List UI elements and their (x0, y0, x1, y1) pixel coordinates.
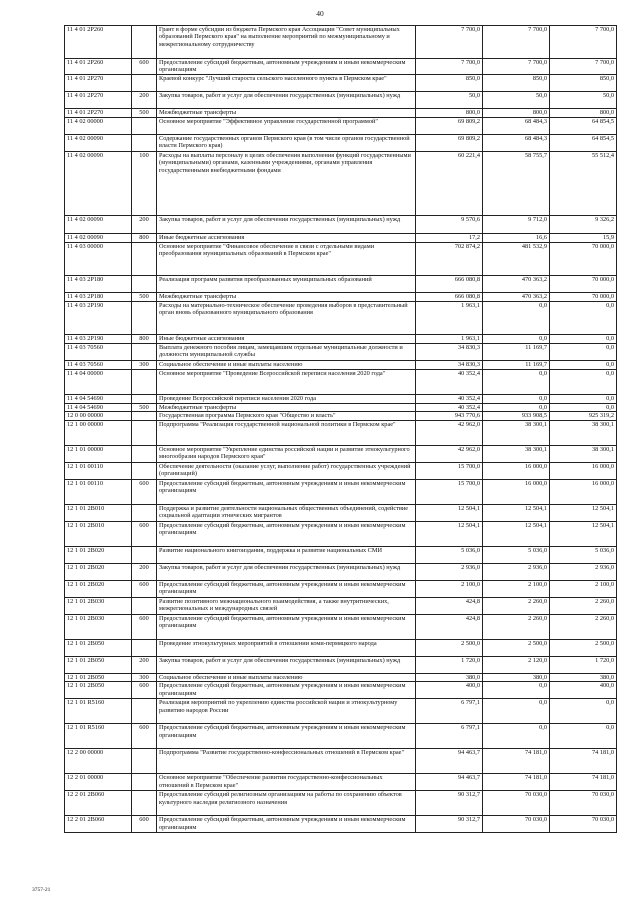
amount-2021-cell: 424,8 (416, 614, 483, 639)
amount-2022-cell: 68 484,3 (483, 135, 550, 152)
table-row (65, 152, 617, 216)
description-cell: Закупка товаров, работ и услуг для обеспечения государственных (муниципальных) нужд (157, 563, 416, 580)
amount-2023-cell: 70 000,0 (550, 276, 617, 293)
description-cell: Реализация программ развития преобразованных муниципальных образований (157, 276, 416, 293)
table-row (65, 135, 617, 152)
amount-2022-cell: 2 936,0 (483, 563, 550, 580)
amount-2022-cell: 800,0 (483, 109, 550, 118)
table-row (65, 335, 617, 344)
table-row (65, 504, 617, 521)
table-row (65, 639, 617, 656)
description-cell: Подпрограмма "Реализация государственной национальной политики в Пермском крае" (157, 420, 416, 445)
code-cell: 11 4 03 2Р190 (65, 335, 132, 344)
expense-type-cell: 200 (132, 656, 157, 673)
amount-2021-cell: 15 700,0 (416, 479, 483, 504)
amount-2021-cell: 7 700,0 (416, 59, 483, 75)
table-row (65, 816, 617, 833)
description-cell: Иные бюджетные ассигнования (157, 234, 416, 243)
table-row (65, 791, 617, 816)
code-cell: 12 1 01 2В050 (65, 682, 132, 699)
amount-2022-cell: 380,0 (483, 673, 550, 681)
code-cell: 11 4 02 00090 (65, 216, 132, 234)
amount-2023-cell: 2 260,0 (550, 614, 617, 639)
table-row (65, 546, 617, 563)
table-row (65, 673, 617, 681)
code-cell: 11 4 04 00000 (65, 370, 132, 395)
description-cell: Краевой конкурс "Лучший староста сельского населенного пункта в Пермском крае" (157, 75, 416, 92)
description-cell: Реализация мероприятий по укреплению единства российской нации и этнокультурному развитию народов России (157, 699, 416, 724)
code-cell: 11 4 03 2Р180 (65, 276, 132, 293)
code-cell: 11 4 04 54690 (65, 404, 132, 412)
table-row (65, 699, 617, 724)
code-cell: 12 2 00 00000 (65, 749, 132, 774)
amount-2023-cell: 7 700,0 (550, 26, 617, 59)
expense-type-cell (132, 243, 157, 276)
amount-2022-cell: 74 181,0 (483, 749, 550, 774)
description-cell: Проведение этнокультурных мероприятий в отношении коми-пермяцкого народа (157, 639, 416, 656)
table-row (65, 656, 617, 673)
amount-2022-cell: 0,0 (483, 404, 550, 412)
expense-type-cell: 800 (132, 234, 157, 243)
amount-2022-cell: 11 169,7 (483, 361, 550, 370)
amount-2022-cell: 470 363,2 (483, 293, 550, 302)
table-row (65, 749, 617, 774)
table-row (65, 395, 617, 404)
expense-type-cell: 800 (132, 335, 157, 344)
amount-2023-cell: 2 260,0 (550, 597, 617, 614)
description-cell: Предоставление субсидий бюджетным, автономным учреждениям и иным некоммерческим организациям (157, 580, 416, 597)
amount-2021-cell: 9 570,6 (416, 216, 483, 234)
code-cell: 11 4 01 2Р260 (65, 59, 132, 75)
table-row (65, 26, 617, 59)
description-cell: Межбюджетные трансферты (157, 109, 416, 118)
code-cell: 12 1 01 2В020 (65, 563, 132, 580)
code-cell: 12 1 01 00110 (65, 462, 132, 479)
amount-2023-cell: 38 300,1 (550, 445, 617, 462)
table-row (65, 614, 617, 639)
code-cell: 11 4 02 00000 (65, 118, 132, 135)
description-cell: Проведение Всероссийской переписи населения 2020 года (157, 395, 416, 404)
code-cell: 11 4 03 70560 (65, 344, 132, 361)
description-cell: Иные бюджетные ассигнования (157, 335, 416, 344)
footer-code: 3757-21 (32, 887, 51, 893)
amount-2021-cell: 40 352,4 (416, 395, 483, 404)
description-cell: Закупка товаров, работ и услуг для обеспечения государственных (муниципальных) нужд (157, 656, 416, 673)
table-row (65, 580, 617, 597)
amount-2021-cell: 12 504,1 (416, 504, 483, 521)
expense-type-cell (132, 445, 157, 462)
description-cell: Предоставление субсидий религиозным организациям на работы по сохранению объектов культурного наследия религиозного назначения (157, 791, 416, 816)
amount-2021-cell: 5 036,0 (416, 546, 483, 563)
description-cell: Предоставление субсидий бюджетным, автономным учреждениям и иным некоммерческим организациям (157, 682, 416, 699)
amount-2022-cell: 16 000,0 (483, 462, 550, 479)
amount-2021-cell: 2 100,0 (416, 580, 483, 597)
code-cell: 11 4 03 2Р190 (65, 302, 132, 335)
description-cell: Закупка товаров, работ и услуг для обеспечения государственных (муниципальных) нужд (157, 216, 416, 234)
amount-2021-cell: 90 312,7 (416, 791, 483, 816)
description-cell: Основное мероприятие "Обеспечение развития государственно-конфессиональных отношений в Пермском крае" (157, 774, 416, 791)
description-cell: Предоставление субсидий бюджетным, автономным учреждениям и иным некоммерческим организациям (157, 614, 416, 639)
amount-2023-cell: 50,0 (550, 92, 617, 109)
code-cell: 11 4 02 00090 (65, 135, 132, 152)
amount-2023-cell: 850,0 (550, 75, 617, 92)
amount-2023-cell: 0,0 (550, 404, 617, 412)
amount-2023-cell: 70 000,0 (550, 293, 617, 302)
code-cell: 12 1 01 2В050 (65, 673, 132, 681)
amount-2021-cell: 12 504,1 (416, 521, 483, 546)
code-cell: 12 1 01 00000 (65, 445, 132, 462)
expense-type-cell (132, 791, 157, 816)
code-cell: 12 1 01 2В020 (65, 546, 132, 563)
description-cell: Развитие национального книгоиздания, поддержка и развитие национальных СМИ (157, 546, 416, 563)
code-cell: 12 1 01 2В020 (65, 580, 132, 597)
table-row (65, 59, 617, 75)
expense-type-cell: 600 (132, 816, 157, 833)
amount-2023-cell: 0,0 (550, 724, 617, 749)
amount-2023-cell: 5 036,0 (550, 546, 617, 563)
amount-2023-cell: 16 000,0 (550, 462, 617, 479)
description-cell: Подпрограмма "Развитие государственно-конфессиональных отношений в Пермском крае" (157, 749, 416, 774)
expense-type-cell: 200 (132, 92, 157, 109)
code-cell: 12 1 01 2В030 (65, 614, 132, 639)
amount-2022-cell: 2 260,0 (483, 597, 550, 614)
code-cell: 11 4 01 2Р270 (65, 75, 132, 92)
amount-2023-cell: 2 500,0 (550, 639, 617, 656)
amount-2023-cell: 70 030,0 (550, 791, 617, 816)
table-row (65, 302, 617, 335)
amount-2023-cell: 70 030,0 (550, 816, 617, 833)
amount-2022-cell: 0,0 (483, 395, 550, 404)
description-cell: Социальное обеспечение и иные выплаты населению (157, 361, 416, 370)
description-cell: Закупка товаров, работ и услуг для обеспечения государственных (муниципальных) нужд (157, 92, 416, 109)
amount-2023-cell: 380,0 (550, 673, 617, 681)
expense-type-cell: 600 (132, 614, 157, 639)
expense-type-cell (132, 370, 157, 395)
amount-2021-cell: 15 700,0 (416, 462, 483, 479)
amount-2021-cell: 702 874,2 (416, 243, 483, 276)
amount-2022-cell: 38 300,1 (483, 420, 550, 445)
description-cell: Основное мероприятие "Финансовое обеспечение в связи с отдельными видами преобразования муниципальных образований в Пермском крае" (157, 243, 416, 276)
amount-2022-cell: 38 300,1 (483, 445, 550, 462)
code-cell: 12 2 01 2В060 (65, 791, 132, 816)
amount-2023-cell: 800,0 (550, 109, 617, 118)
table-row (65, 92, 617, 109)
table-row (65, 344, 617, 361)
amount-2022-cell: 5 036,0 (483, 546, 550, 563)
expense-type-cell: 300 (132, 361, 157, 370)
amount-2022-cell: 68 484,3 (483, 118, 550, 135)
expense-type-cell: 600 (132, 682, 157, 699)
amount-2022-cell: 0,0 (483, 699, 550, 724)
expense-type-cell: 500 (132, 109, 157, 118)
amount-2021-cell: 94 463,7 (416, 774, 483, 791)
amount-2021-cell: 1 963,1 (416, 302, 483, 335)
amount-2023-cell: 74 181,0 (550, 774, 617, 791)
amount-2021-cell: 1 963,1 (416, 335, 483, 344)
amount-2023-cell: 2 100,0 (550, 580, 617, 597)
amount-2021-cell: 34 830,3 (416, 361, 483, 370)
amount-2021-cell: 800,0 (416, 109, 483, 118)
description-cell: Выплата денежного пособия лицам, замещавшим отдельные муниципальные должности и должности муниципальной службы (157, 344, 416, 361)
expense-type-cell (132, 118, 157, 135)
amount-2021-cell: 2 936,0 (416, 563, 483, 580)
expense-type-cell (132, 546, 157, 563)
table-row (65, 118, 617, 135)
table-row (65, 774, 617, 791)
amount-2022-cell: 2 100,0 (483, 580, 550, 597)
amount-2021-cell: 42 962,0 (416, 445, 483, 462)
description-cell: Межбюджетные трансферты (157, 293, 416, 302)
amount-2023-cell: 12 504,1 (550, 521, 617, 546)
amount-2023-cell: 0,0 (550, 335, 617, 344)
description-cell: Предоставление субсидий бюджетным, автономным учреждениям и иным некоммерческим организациям (157, 724, 416, 749)
code-cell: 11 4 02 00090 (65, 234, 132, 243)
amount-2023-cell: 9 326,2 (550, 216, 617, 234)
code-cell: 12 1 01 2В010 (65, 521, 132, 546)
amount-2023-cell: 0,0 (550, 699, 617, 724)
code-cell: 11 4 01 2Р260 (65, 26, 132, 59)
code-cell: 12 1 01 2В050 (65, 656, 132, 673)
expense-type-cell (132, 344, 157, 361)
amount-2022-cell: 9 712,0 (483, 216, 550, 234)
expense-type-cell: 600 (132, 521, 157, 546)
amount-2021-cell: 7 700,0 (416, 26, 483, 59)
amount-2021-cell: 69 809,2 (416, 135, 483, 152)
code-cell: 11 4 01 2Р270 (65, 109, 132, 118)
expense-type-cell (132, 135, 157, 152)
table-body (65, 26, 617, 833)
table-row (65, 412, 617, 420)
description-cell: Основное мероприятие "Эффективное управление государственной программой" (157, 118, 416, 135)
expense-type-cell: 200 (132, 563, 157, 580)
table-row (65, 420, 617, 445)
amount-2021-cell: 69 809,2 (416, 118, 483, 135)
expense-type-cell: 200 (132, 216, 157, 234)
amount-2022-cell: 850,0 (483, 75, 550, 92)
amount-2022-cell: 2 120,0 (483, 656, 550, 673)
amount-2022-cell: 12 504,1 (483, 521, 550, 546)
amount-2021-cell: 40 352,4 (416, 370, 483, 395)
expense-type-cell: 600 (132, 479, 157, 504)
table-row (65, 445, 617, 462)
expense-type-cell (132, 26, 157, 59)
table-row (65, 724, 617, 749)
table-row (65, 563, 617, 580)
amount-2022-cell: 2 260,0 (483, 614, 550, 639)
amount-2023-cell: 7 700,0 (550, 59, 617, 75)
amount-2021-cell: 380,0 (416, 673, 483, 681)
amount-2021-cell: 6 797,1 (416, 699, 483, 724)
amount-2022-cell: 0,0 (483, 724, 550, 749)
description-cell: Межбюджетные трансферты (157, 404, 416, 412)
expense-type-cell (132, 597, 157, 614)
amount-2021-cell: 1 720,0 (416, 656, 483, 673)
amount-2023-cell: 70 000,0 (550, 243, 617, 276)
table-row (65, 361, 617, 370)
code-cell: 11 4 03 00000 (65, 243, 132, 276)
description-cell: Грант в форме субсидии из бюджета Пермского края Ассоциации "Совет муниципальных образований Пермского края" на выполнение мероприятий по межмуниципальному и межрегиональному сотрудничеству (157, 26, 416, 59)
table-row (65, 243, 617, 276)
amount-2022-cell: 481 532,9 (483, 243, 550, 276)
code-cell: 11 4 04 54690 (65, 395, 132, 404)
description-cell: Государственная программа Пермского края "Общество и власть" (157, 412, 416, 420)
table-row (65, 234, 617, 243)
budget-table (64, 25, 617, 833)
description-cell: Расходы на выплаты персоналу в целях обеспечения выполнения функций государственными (муниципальными) органами, казенными учреждениями, органами управления государственными внебюджетными фондами (157, 152, 416, 216)
amount-2021-cell: 40 352,4 (416, 404, 483, 412)
expense-type-cell: 300 (132, 673, 157, 681)
amount-2023-cell: 64 854,5 (550, 118, 617, 135)
amount-2022-cell: 2 500,0 (483, 639, 550, 656)
description-cell: Основное мероприятие "Укрепление единства российской нации и развитие этнокультурного многообразия народов Пермского края" (157, 445, 416, 462)
amount-2022-cell: 7 700,0 (483, 26, 550, 59)
description-cell: Предоставление субсидий бюджетным, автономным учреждениям и иным некоммерческим организациям (157, 521, 416, 546)
amount-2021-cell: 90 312,7 (416, 816, 483, 833)
amount-2021-cell: 400,0 (416, 682, 483, 699)
amount-2023-cell: 1 720,0 (550, 656, 617, 673)
amount-2022-cell: 74 181,0 (483, 774, 550, 791)
amount-2023-cell: 0,0 (550, 395, 617, 404)
code-cell: 12 1 01 00110 (65, 479, 132, 504)
amount-2023-cell: 38 300,1 (550, 420, 617, 445)
description-cell: Предоставление субсидий бюджетным, автономным учреждениям и иным некоммерческим организациям (157, 479, 416, 504)
expense-type-cell: 600 (132, 580, 157, 597)
expense-type-cell (132, 412, 157, 420)
table-row (65, 479, 617, 504)
code-cell: 12 2 01 2В060 (65, 816, 132, 833)
table-row (65, 462, 617, 479)
amount-2023-cell: 15,9 (550, 234, 617, 243)
table-row (65, 276, 617, 293)
code-cell: 12 1 01 R5160 (65, 724, 132, 749)
amount-2021-cell: 424,8 (416, 597, 483, 614)
amount-2021-cell: 943 770,6 (416, 412, 483, 420)
amount-2021-cell: 6 797,1 (416, 724, 483, 749)
amount-2023-cell: 0,0 (550, 344, 617, 361)
description-cell: Поддержка и развитие деятельности национальных общественных объединений, содействие социальной адаптации этнических мигрантов (157, 504, 416, 521)
amount-2021-cell: 42 962,0 (416, 420, 483, 445)
amount-2021-cell: 850,0 (416, 75, 483, 92)
code-cell: 12 1 01 2В050 (65, 639, 132, 656)
amount-2022-cell: 7 700,0 (483, 59, 550, 75)
description-cell: Обеспечение деятельности (оказание услуг, выполнение работ) государственных учреждений (организаций) (157, 462, 416, 479)
code-cell: 12 2 01 00000 (65, 774, 132, 791)
table-row (65, 370, 617, 395)
amount-2022-cell: 58 755,7 (483, 152, 550, 216)
code-cell: 12 1 00 00000 (65, 420, 132, 445)
expense-type-cell (132, 639, 157, 656)
page-number: 40 (316, 9, 324, 18)
expense-type-cell (132, 504, 157, 521)
amount-2021-cell: 94 463,7 (416, 749, 483, 774)
amount-2022-cell: 0,0 (483, 370, 550, 395)
expense-type-cell (132, 462, 157, 479)
table-row (65, 404, 617, 412)
amount-2021-cell: 17,2 (416, 234, 483, 243)
table-row (65, 109, 617, 118)
amount-2023-cell: 2 936,0 (550, 563, 617, 580)
amount-2021-cell: 666 080,8 (416, 276, 483, 293)
expense-type-cell: 500 (132, 293, 157, 302)
amount-2021-cell: 2 500,0 (416, 639, 483, 656)
expense-type-cell (132, 302, 157, 335)
amount-2021-cell: 60 221,4 (416, 152, 483, 216)
expense-type-cell (132, 75, 157, 92)
amount-2022-cell: 0,0 (483, 302, 550, 335)
table-row (65, 216, 617, 234)
code-cell: 11 4 03 70560 (65, 361, 132, 370)
code-cell: 11 4 02 00090 (65, 152, 132, 216)
expense-type-cell (132, 749, 157, 774)
amount-2022-cell: 0,0 (483, 682, 550, 699)
code-cell: 12 0 00 00000 (65, 412, 132, 420)
expense-type-cell: 500 (132, 404, 157, 412)
code-cell: 12 1 01 R5160 (65, 699, 132, 724)
amount-2023-cell: 0,0 (550, 370, 617, 395)
description-cell: Социальное обеспечение и иные выплаты населению (157, 673, 416, 681)
amount-2021-cell: 50,0 (416, 92, 483, 109)
amount-2022-cell: 16 000,0 (483, 479, 550, 504)
amount-2022-cell: 0,0 (483, 335, 550, 344)
expense-type-cell: 100 (132, 152, 157, 216)
table-row (65, 521, 617, 546)
amount-2021-cell: 34 830,3 (416, 344, 483, 361)
amount-2022-cell: 70 030,0 (483, 791, 550, 816)
expense-type-cell (132, 774, 157, 791)
amount-2023-cell: 16 000,0 (550, 479, 617, 504)
code-cell: 11 4 01 2Р270 (65, 92, 132, 109)
amount-2023-cell: 0,0 (550, 361, 617, 370)
amount-2023-cell: 400,0 (550, 682, 617, 699)
amount-2023-cell: 0,0 (550, 302, 617, 335)
amount-2023-cell: 55 512,4 (550, 152, 617, 216)
expense-type-cell (132, 699, 157, 724)
expense-type-cell: 600 (132, 724, 157, 749)
amount-2022-cell: 933 908,5 (483, 412, 550, 420)
description-cell: Основное мероприятие "Проведение Всероссийской переписи населения 2020 года" (157, 370, 416, 395)
amount-2021-cell: 666 080,8 (416, 293, 483, 302)
expense-type-cell (132, 420, 157, 445)
amount-2022-cell: 50,0 (483, 92, 550, 109)
amount-2022-cell: 16,6 (483, 234, 550, 243)
amount-2022-cell: 70 030,0 (483, 816, 550, 833)
table-row (65, 293, 617, 302)
amount-2022-cell: 12 504,1 (483, 504, 550, 521)
description-cell: Содержание государственных органов Пермского края (в том числе органов государственной власти Пермского края) (157, 135, 416, 152)
expense-type-cell (132, 395, 157, 404)
description-cell: Расходы на материально-техническое обеспечение проведения выборов в представительный орган вновь образованного муниципального образования (157, 302, 416, 335)
amount-2023-cell: 12 504,1 (550, 504, 617, 521)
expense-type-cell (132, 276, 157, 293)
expense-type-cell: 600 (132, 59, 157, 75)
description-cell: Предоставление субсидий бюджетным, автономным учреждениям и иным некоммерческим организациям (157, 59, 416, 75)
amount-2023-cell: 925 319,2 (550, 412, 617, 420)
amount-2022-cell: 470 363,2 (483, 276, 550, 293)
table-row (65, 682, 617, 699)
description-cell: Предоставление субсидий бюджетным, автономным учреждениям и иным некоммерческим организациям (157, 816, 416, 833)
table-row (65, 597, 617, 614)
amount-2023-cell: 64 854,5 (550, 135, 617, 152)
code-cell: 11 4 03 2Р180 (65, 293, 132, 302)
table-row (65, 75, 617, 92)
amount-2022-cell: 11 169,7 (483, 344, 550, 361)
amount-2023-cell: 74 181,0 (550, 749, 617, 774)
description-cell: Развитие позитивного межнационального взаимодействия, а также внутритнических, межрегиональных и международных связей (157, 597, 416, 614)
code-cell: 12 1 01 2В030 (65, 597, 132, 614)
code-cell: 12 1 01 2В010 (65, 504, 132, 521)
